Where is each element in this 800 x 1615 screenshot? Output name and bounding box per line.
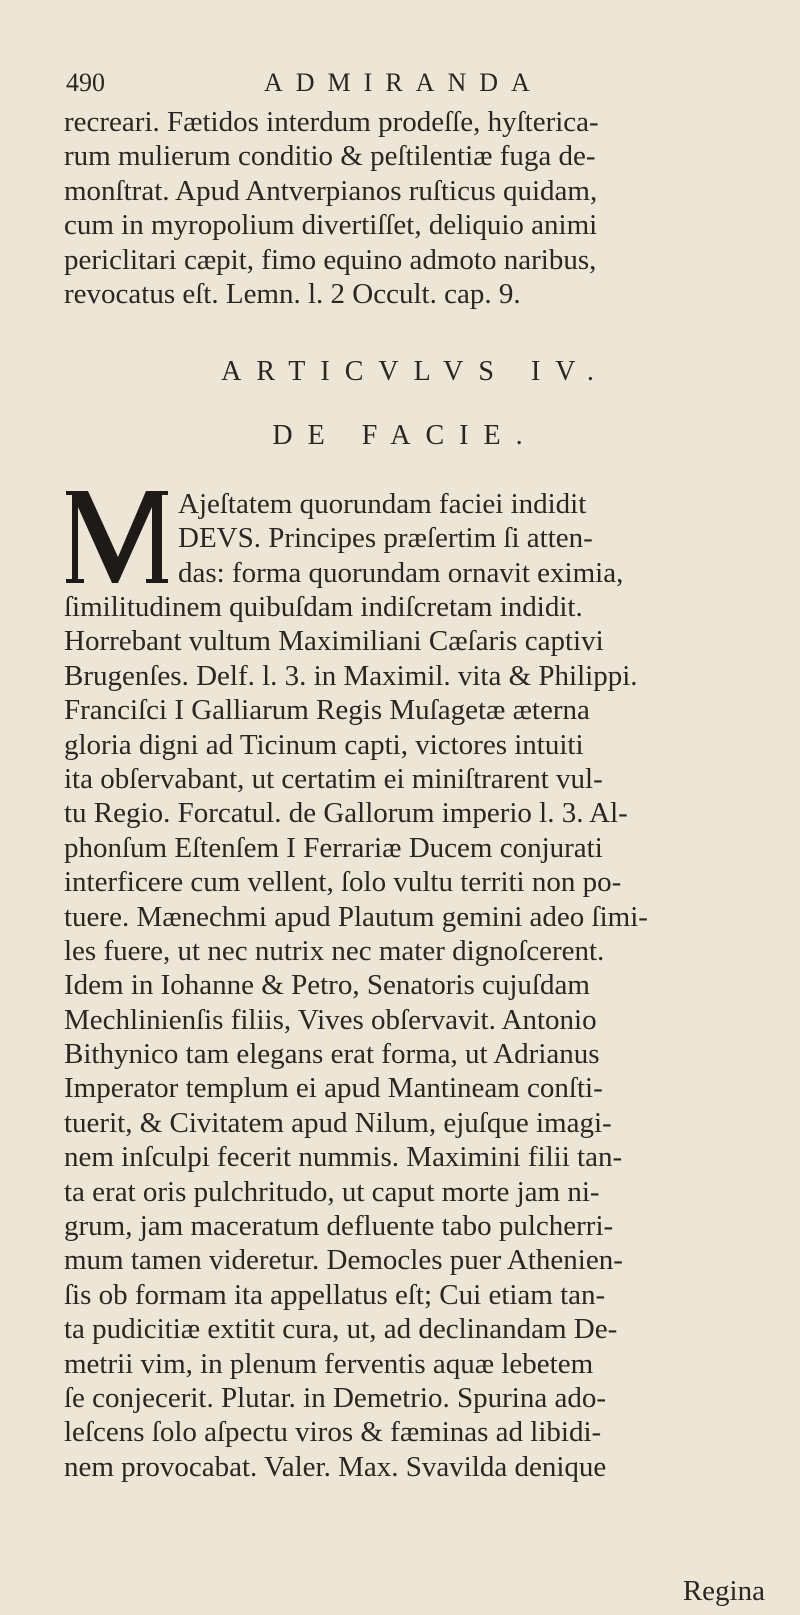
text-line: Imperator templum ei apud Mantineam conſti- bbox=[64, 1072, 603, 1105]
text-line: nem inſculpi fecerit nummis. Maximini filii tan- bbox=[64, 1141, 623, 1174]
text-line: leſcens ſolo aſpectu viros & fæminas ad libidi- bbox=[64, 1416, 602, 1449]
text-line: interficere cum vellent, ſolo vultu territi non po- bbox=[64, 866, 622, 899]
text-line: Ajeſtatem quorundam faciei indidit bbox=[178, 488, 587, 520]
text-line: Horrebant vultum Maximiliani Cæſaris captivi bbox=[64, 625, 604, 658]
text-line: ſis ob formam ita appellatus eſt; Cui etiam tan- bbox=[64, 1278, 606, 1311]
text-line: les fuere, ut nec nutrix nec mater dignoſcerent. bbox=[64, 934, 605, 967]
text-line: ta erat oris pulchritudo, ut caput morte jam ni- bbox=[64, 1175, 600, 1208]
page-header bbox=[64, 68, 744, 102]
text-line: ſe conjecerit. Plutar. in Demetrio. Spurina ado- bbox=[64, 1381, 606, 1414]
text-line: ita obſervabant, ut certatim ei miniſtrarent vul- bbox=[64, 762, 603, 795]
text-line: grum, jam maceratum defluente tabo pulcherri- bbox=[64, 1210, 614, 1243]
text-line: DEVS. Principes præſertim ſi atten- bbox=[178, 522, 593, 555]
drop-cap-letter-icon bbox=[62, 487, 172, 587]
text-line: phonſum Eſtenſem I Ferrariæ Ducem conjurati bbox=[64, 831, 603, 864]
text-line: monſtrat. Apud Antverpianos ruſticus quidam, bbox=[64, 174, 598, 207]
main-paragraph bbox=[64, 590, 779, 1484]
page-number: 490 bbox=[66, 68, 105, 97]
text-line: Idem in Iohanne & Petro, Senatoris cujuſdam bbox=[64, 969, 590, 1002]
text-line: Brugenſes. Delf. l. 3. in Maximil. vita & Philippi. bbox=[64, 659, 638, 692]
catchword: Regina bbox=[682, 1575, 765, 1607]
text-line: Franciſci I Galliarum Regis Muſagetæ æterna bbox=[64, 694, 590, 727]
section-heading: DE FACIE. bbox=[272, 420, 538, 451]
text-line: revocatus eſt. Lemn. l. 2 Occult. cap. 9. bbox=[64, 277, 521, 310]
text-line: periclitari cæpit, fimo equino admoto naribus, bbox=[64, 243, 597, 276]
text-line: gloria digni ad Ticinum capti, victores intuiti bbox=[64, 728, 584, 761]
text-line: rum mulierum conditio & peſtilentiæ fuga de- bbox=[64, 140, 596, 173]
text-line: das: forma quorundam ornavit eximia, bbox=[178, 556, 624, 589]
opening-paragraph bbox=[64, 105, 779, 311]
text-line: nem provocabat. Valer. Max. Svavilda denique bbox=[64, 1450, 607, 1483]
text-line: tuerit, & Civitatem apud Nilum, ejuſque imagi- bbox=[64, 1106, 612, 1139]
text-line: cum in myropolium divertiſſet, deliquio animi bbox=[64, 209, 598, 242]
text-line: Bithynico tam elegans erat forma, ut Adrianus bbox=[64, 1038, 600, 1071]
running-title: ADMIRANDA bbox=[264, 68, 543, 97]
text-line: ſimilitudinem quibuſdam indiſcretam indidit. bbox=[64, 591, 583, 623]
text-line: mum tamen videretur. Democles puer Athenien- bbox=[64, 1244, 623, 1277]
text-line: tu Regio. Forcatul. de Gallorum imperio l. 3. Al- bbox=[64, 797, 628, 830]
drop-cap-paragraph-lines bbox=[178, 487, 778, 590]
text-line: recreari. Fætidos interdum prodeſſe, hyſterica- bbox=[64, 106, 599, 138]
text-line: ta pudicitiæ extitit cura, ut, ad declinandam De- bbox=[64, 1313, 618, 1346]
text-line: metrii vim, in plenum ferventis aquæ lebetem bbox=[64, 1347, 594, 1380]
text-line: Mechlinienſis filiis, Vives obſervavit. Antonio bbox=[64, 1003, 597, 1036]
text-line: tuere. Mænechmi apud Plautum gemini adeo ſimi- bbox=[64, 900, 648, 933]
drop-cap bbox=[62, 487, 172, 587]
article-heading: ARTICVLVS IV. bbox=[221, 356, 609, 387]
